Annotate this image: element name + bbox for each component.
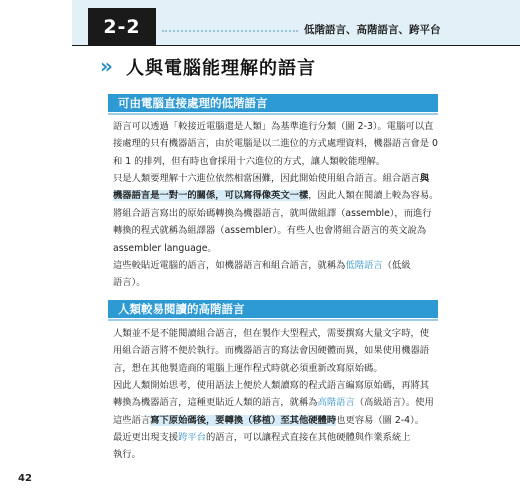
text-line: 轉換的程式就稱為組譯器（assembler）。有些人也會將組合語言的英文說為 bbox=[113, 225, 427, 237]
text-line: assembler language。 bbox=[113, 242, 217, 254]
paragraph-low-level-3 bbox=[113, 205, 441, 257]
paragraph-low-level-2 bbox=[113, 170, 441, 205]
running-header-title: 低階語言、高階語言、跨平台 bbox=[304, 24, 441, 36]
section-title: 人與電腦能理解的語言 bbox=[126, 58, 316, 79]
keyword-high-level: 高階語言 bbox=[317, 397, 355, 409]
text-line: 執行。 bbox=[113, 449, 141, 461]
text-line bbox=[113, 429, 441, 446]
text-run: （高級語言）。使用 bbox=[354, 397, 434, 409]
text-run: （低級 bbox=[382, 260, 411, 271]
text-run: 最近更出現支援 bbox=[113, 432, 179, 443]
keyword-cross-platform: 跨平台 bbox=[178, 432, 206, 443]
text-line: 接處理的只有機器語言，由於電腦是以二進位的方式處理資料，機器語言會是 0 bbox=[113, 138, 438, 150]
subheading-low-level: 可由電腦直接處理的低階語言 bbox=[108, 94, 438, 112]
text-line: 用組合語言將不便於執行。而機器語言的寫法會因硬體而異，如果使用機器語 bbox=[113, 345, 430, 357]
paragraph-high-level-3 bbox=[113, 429, 441, 464]
text-line: 因此人類開始思考，使用語法上便於人類讀寫的程式語言編寫原始碼，再將其 bbox=[113, 380, 430, 391]
subheading-high-level: 人類較易閱讀的高階語言 bbox=[108, 300, 438, 318]
paragraph-high-level-1 bbox=[113, 325, 441, 377]
text-run: 的語言，可以讓程式直接在其他硬體與作業系統上 bbox=[206, 432, 411, 443]
paragraph-low-level-4 bbox=[113, 257, 441, 292]
highlighted-phrase: 機器語言是一對一的關係，可以寫得像英文一樣 bbox=[113, 190, 309, 202]
text-run: ，因此人類在閱讀上較為容易。 bbox=[308, 190, 439, 202]
text-run-bold: 與 bbox=[419, 173, 430, 184]
paragraph-low-level-1 bbox=[113, 118, 441, 170]
paragraph-high-level-2 bbox=[113, 377, 441, 429]
text-line: 語言可以透過「較接近電腦還是人類」為基準進行分類（圖 2-3）。電腦可以直 bbox=[113, 121, 434, 132]
text-run: 這些較貼近電腦的語言，如機器語言和組合語言，就稱為 bbox=[113, 260, 346, 271]
keyword-low-level: 低階語言 bbox=[345, 260, 383, 271]
text-run: 也更容易（圖 2-4）。 bbox=[336, 414, 425, 426]
text-line: 人類並不是不能閱讀組合語言，但在製作大型程式，需要撰寫大量文字時，使 bbox=[113, 328, 430, 339]
page-number: 42 bbox=[18, 473, 32, 484]
text-line bbox=[113, 412, 441, 429]
text-run: 轉換為機器語言，這種更貼近人類的語言，就稱為 bbox=[113, 397, 318, 409]
text-line: 言，想在其他製造商的電腦上運作程式時就必須重新改寫原始碼。 bbox=[113, 362, 383, 374]
chapter-number: 2-2 bbox=[88, 8, 156, 46]
text-line bbox=[113, 257, 441, 274]
section-marker-icon: » bbox=[100, 54, 113, 78]
text-run: 這些語言 bbox=[113, 414, 151, 426]
text-line: 將組合語言寫出的原始碼轉換為機器語言，就叫做組譯（assemble），而進行 bbox=[113, 208, 432, 219]
highlighted-phrase: 寫下原始碼後，要轉換（移植）至其他硬體時 bbox=[150, 414, 337, 426]
text-line bbox=[113, 187, 441, 204]
text-line bbox=[113, 394, 441, 411]
text-line: 和 1 的排列，但有時也會採用十六進位的方式，讓人類較能理解。 bbox=[113, 155, 386, 167]
header-dotted-rule bbox=[162, 30, 298, 32]
text-line: 語言）。 bbox=[113, 277, 146, 289]
text-line bbox=[113, 170, 441, 187]
header-rule bbox=[72, 45, 520, 46]
text-run: 只是人類要理解十六進位依然相當困難，因此開始使用組合語言。組合語言 bbox=[113, 173, 420, 184]
